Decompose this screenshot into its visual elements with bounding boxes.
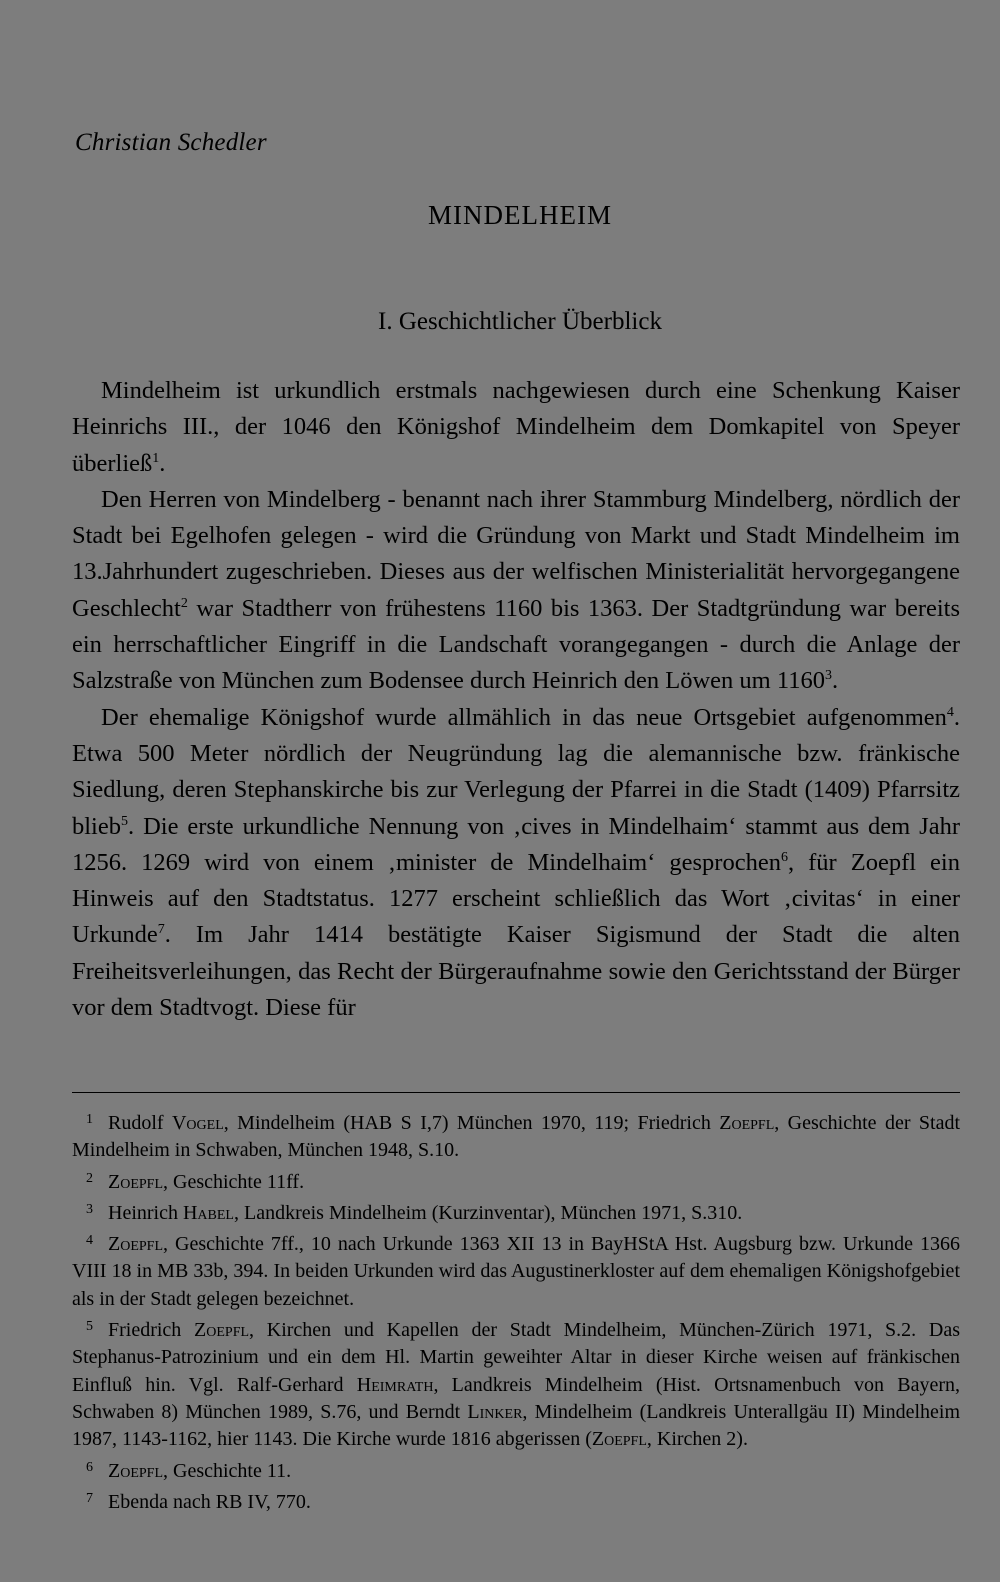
text-run: Den Herren von Mindelberg - benannt nach ihrer Stammburg Mindelberg, nördlich der Stadt bei Egelhofen gelegen - wird die Gründung von Markt und Stadt Mindelheim im 13.Jahrhundert zugeschrieben. Dieses aus der welfischen Ministerialität hervorgegangene Geschlecht — [72, 485, 960, 622]
footnote-marker: 7 — [157, 922, 165, 938]
text-run: war Stadtherr von frühestens 1160 bis 1363. Der Stadtgründung war bereits ein herrschaftlicher Eingriff in die Landschaft vorangegangen - durch die Anlage der Salzstraße von München zum Bodensee durch Heinrich den Löwen um 1160 — [72, 594, 960, 695]
footnote-2 — [72, 1165, 960, 1196]
footnote-text: Heinrich — [108, 1201, 183, 1224]
footnote-text: Ebenda nach RB IV, 770. — [108, 1490, 311, 1513]
page-title: MINDELHEIM — [428, 200, 612, 230]
footnote-marker: 4 — [946, 704, 954, 720]
author-surname: Zoepfl — [108, 1459, 164, 1482]
text-run: . Etwa 500 Meter nördlich der Neugründung lag die alemannische bzw. fränkische Siedlung, deren Stephanskirche bis zur Verlegung der Pfarrei in die Stadt (1409) Pfarrsitz blieb — [72, 703, 960, 840]
footnote-text: , Geschichte der Stadt Mindelheim in Schwaben, München 1948, S.10. — [72, 1112, 961, 1162]
author-surname: Zoepfl — [591, 1428, 647, 1451]
author-surname: Zoepfl — [194, 1319, 250, 1342]
paragraph-3 — [72, 700, 960, 1027]
author-name: Christian Schedler — [75, 129, 267, 156]
paragraph-1 — [72, 373, 960, 482]
footnote-number: 2 — [86, 1170, 93, 1186]
footnote-text: , Mindelheim (Landkreis Unterallgäu II) Mindelheim 1987, 1143-1162, hier 1143. Die Kirche wurde 1816 abgerissen ( — [72, 1400, 961, 1451]
text-run: , für Zoepfl ein Hinweis auf den Stadtstatus. 1277 erscheint schließlich das Wort ‚civitas‘ in einer Urkunde — [72, 848, 960, 949]
footnote-number: 3 — [86, 1201, 93, 1217]
footnote-text: , Kirchen und Kapellen der Stadt Mindelheim, München-Zürich 1971, S.2. Das Stephanus-Patrozinium und ein dem Hl. Martin geweihter Altar in dieser Kirche weisen auf fränkischen Einfluß hin. Vgl. Ralf-Gerhard — [72, 1319, 960, 1396]
footnote-marker: 6 — [780, 849, 788, 865]
footnote-7 — [72, 1485, 960, 1516]
footnotes — [72, 1106, 960, 1516]
footnote-text: , Mindelheim (HAB S I,7) München 1970, 119; Friedrich — [223, 1112, 720, 1134]
author-surname: Linker — [467, 1400, 523, 1423]
footnote-marker: 3 — [824, 668, 832, 684]
footnote-text: , Geschichte 7ff., 10 nach Urkunde 1363 XII 13 in BayHStA Hst. Augsburg bzw. Urkunde 1366 VIII 18 in MB 33b, 394. In beiden Urkunden wird das Augustinerkloster auf dem ehemaligen Königshofgebiet als in der Stadt gelegen bezeichnet. — [72, 1233, 960, 1310]
footnote-1 — [72, 1106, 960, 1165]
footnote-number: 7 — [86, 1490, 93, 1506]
author-surname: Zoepfl — [719, 1112, 775, 1134]
footnote-number: 1 — [86, 1112, 93, 1127]
footnote-4 — [72, 1227, 960, 1313]
footnote-text: , Landkreis Mindelheim (Hist. Ortsnamenbuch von Bayern, Schwaben 8) München 1989, S.76, und Berndt — [72, 1373, 961, 1423]
footnote-text: Rudolf — [108, 1112, 172, 1134]
text-run: Mindelheim ist urkundlich erstmals nachgewiesen durch eine Schenkung Kaiser Heinrichs III., der 1046 den Königshof Mindelheim dem Domkapitel von Speyer überließ — [72, 377, 960, 477]
text-run: . — [159, 449, 166, 477]
paragraph-2 — [72, 482, 960, 700]
author-surname: Heimrath — [356, 1373, 434, 1396]
author-surname: Zoepfl — [108, 1170, 164, 1193]
footnote-text: , Geschichte 11. — [163, 1459, 292, 1482]
footnote-number: 6 — [86, 1459, 93, 1475]
footnote-number: 5 — [86, 1319, 93, 1335]
footnote-number: 4 — [86, 1233, 93, 1249]
section-heading: I. Geschichtlicher Überblick — [378, 308, 662, 335]
text-run: . Die erste urkundliche Nennung von ‚cives in Mindelhaim‘ stammt aus dem Jahr 1256. 1269 wird von einem ‚minister de Mindelhaim‘ gesprochen — [72, 812, 960, 876]
footnote-divider — [72, 1092, 960, 1093]
text-run: Der ehemalige Königshof wurde allmählich in das neue Ortsgebiet aufgenommen — [101, 703, 947, 731]
author-surname: Habel — [182, 1201, 234, 1224]
body-text — [72, 373, 960, 1026]
footnote-5 — [72, 1313, 960, 1453]
author-surname: Zoepfl — [108, 1233, 164, 1256]
footnote-text: , Geschichte 11ff. — [163, 1170, 305, 1193]
author-surname: Vogel — [171, 1112, 224, 1134]
footnote-6 — [72, 1454, 960, 1485]
footnote-3 — [72, 1196, 960, 1227]
footnote-marker: 5 — [121, 813, 128, 829]
text-run: . Im Jahr 1414 bestätigte Kaiser Sigismund der Stadt die alten Freiheitsverleihungen, das Recht der Bürgeraufnahme sowie den Gerichtsstand der Bürger vor dem Stadtvogt. Diese für — [72, 921, 960, 1022]
footnote-text: , Kirchen 2). — [646, 1428, 748, 1451]
footnote-text: Friedrich — [108, 1319, 195, 1342]
footnote-marker: 1 — [152, 450, 160, 466]
footnote-marker: 2 — [180, 595, 188, 611]
text-run: . — [831, 667, 839, 695]
footnote-text: , Landkreis Mindelheim (Kurzinventar), München 1971, S.310. — [233, 1201, 743, 1224]
